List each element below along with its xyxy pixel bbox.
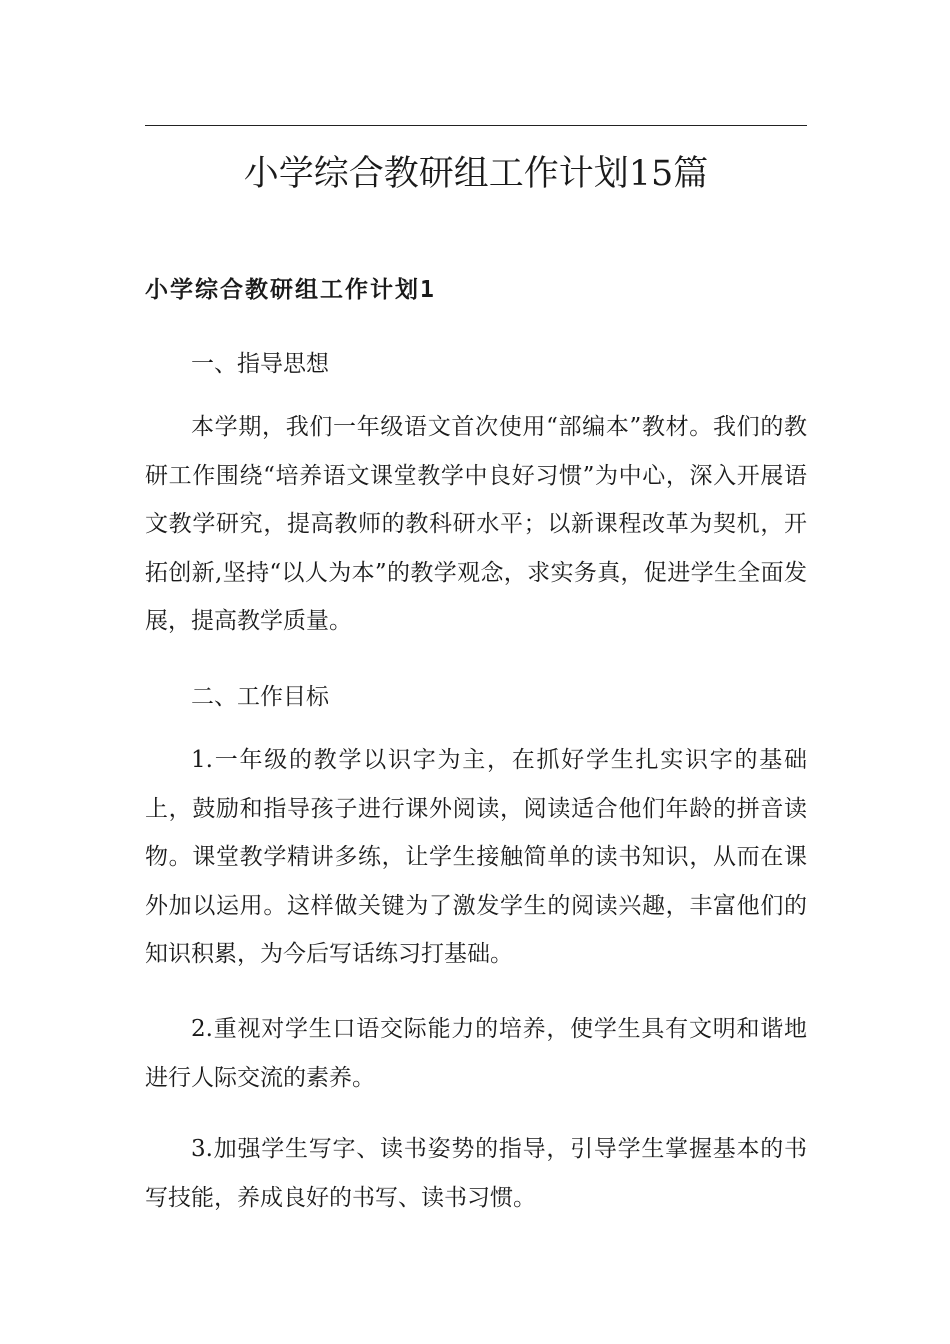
list-item-goal-3: 3.加强学生写字、读书姿势的指导，引导学生掌握基本的书写技能，养成良好的书写、读书习惯。 — [145, 1136, 807, 1211]
section-title: 小学综合教研组工作计划1 — [145, 277, 436, 303]
document-title: 小学综合教研组工作计划15篇 — [243, 154, 709, 194]
heading-work-goals: 二、工作目标 — [191, 684, 329, 710]
paragraph-guiding-ideology: 本学期，我们一年级语文首次使用“部编本”教材。我们的教研工作围绕“培养语文课堂教学中良好习惯”为中心，深入开展语文教学研究，提高教师的教科研水平；以新课程改革为契机，开拓创新,坚持“以人为本”的教学观念，求实务真，促进学生全面发展，提高教学质量。 — [145, 414, 807, 634]
list-item-goal-2: 2.重视对学生口语交际能力的培养，使学生具有文明和谐地进行人际交流的素养。 — [145, 1016, 807, 1091]
list-item-goal-1: 1.一年级的教学以识字为主，在抓好学生扎实识字的基础上，鼓励和指导孩子进行课外阅读，阅读适合他们年龄的拼音读物。课堂教学精讲多练，让学生接触简单的读书知识，从而在课外加以运用。这样做关键为了激发学生的阅读兴趣，丰富他们的知识积累，为今后写话练习打基础。 — [145, 747, 807, 967]
header-rule — [145, 125, 807, 126]
heading-guiding-ideology: 一、指导思想 — [191, 351, 329, 377]
